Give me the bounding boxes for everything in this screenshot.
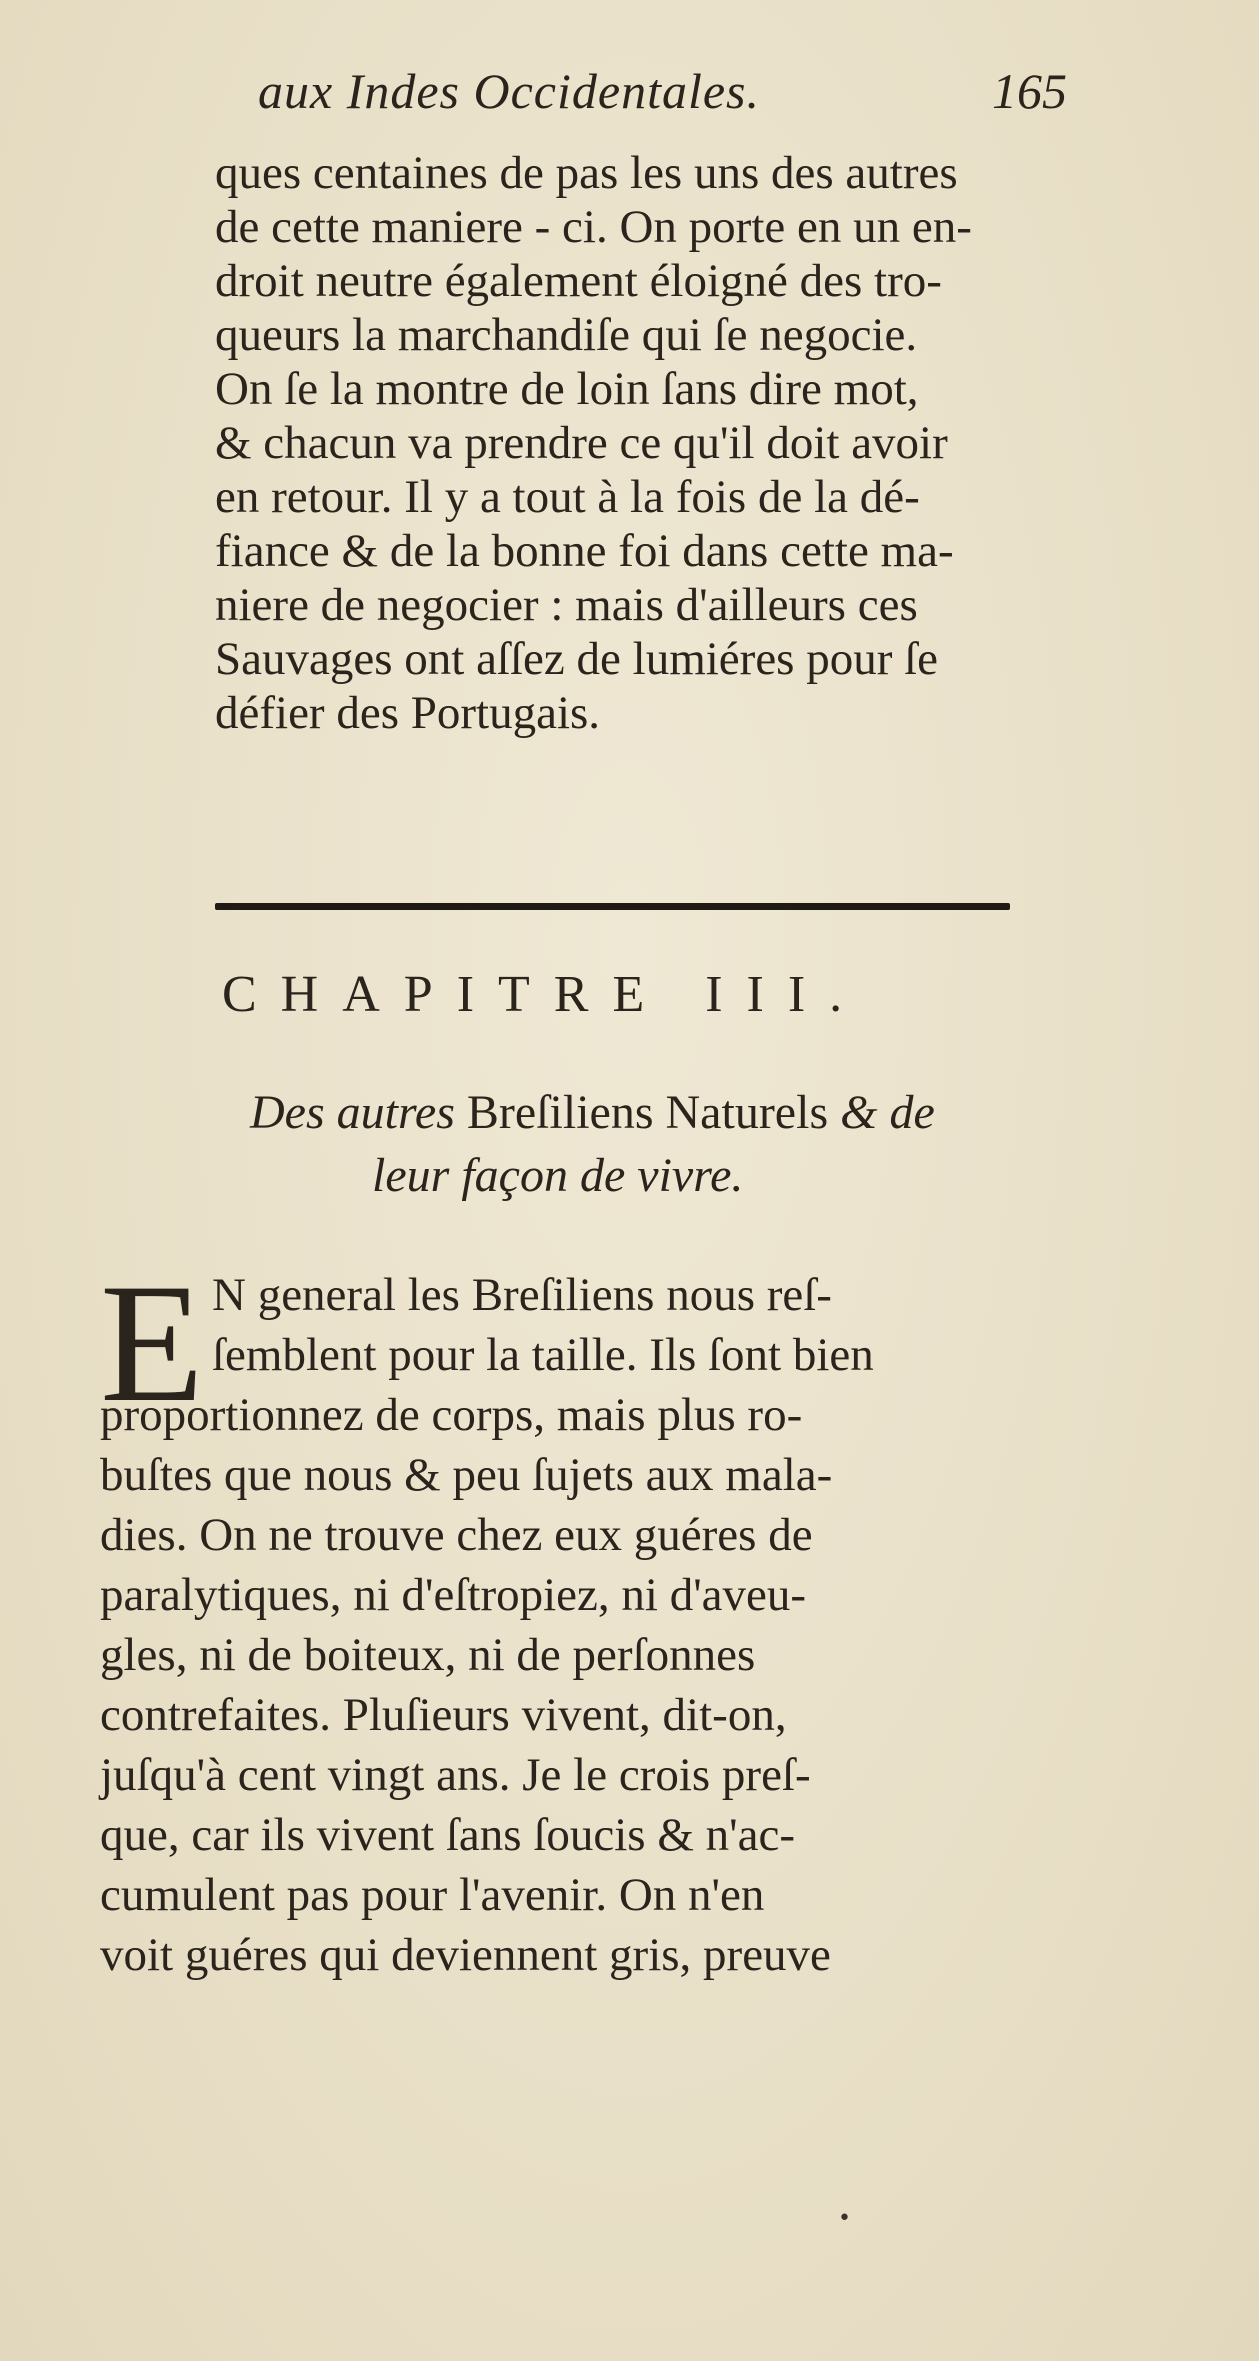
subtitle-roman: Breſiliens Naturels (466, 1086, 829, 1139)
body-line: niere de negocier : mais d'ailleurs ces (215, 579, 918, 631)
body-line: voit guéres qui deviennent gris, preuve (100, 1929, 831, 1981)
body-line: ques centaines de pas les uns des autres (215, 147, 958, 199)
body-line: dies. On ne trouve chez eux guéres de (100, 1509, 813, 1561)
body-line: que, car ils vivent ſans ſoucis & n'ac- (100, 1809, 795, 1861)
body-line: fiance & de la bonne foi dans cette ma- (215, 525, 954, 577)
body-line: gles, ni de boiteux, ni de perſonnes (100, 1629, 756, 1681)
body-line: paralytiques, ni d'eſtropiez, ni d'aveu- (100, 1569, 807, 1621)
subtitle-ampersand: & (840, 1086, 878, 1139)
chapter-heading: CHAPITRE III. (222, 966, 867, 1023)
body-line: droit neutre également éloigné des tro- (215, 255, 942, 307)
body-line: juſqu'à cent vingt ans. Je le crois preſ- (100, 1749, 811, 1801)
body-line: On ſe la montre de loin ſans dire mot, (215, 363, 919, 415)
body-line: cumulent pas pour l'avenir. On n'en (100, 1869, 765, 1921)
body-line: Sauvages ont aſſez de lumiéres pour ſe (215, 633, 939, 685)
body-line: défier des Portugais. (215, 687, 601, 739)
subtitle-line-2-text: leur façon de vivre. (372, 1149, 744, 1202)
body-line: buſtes que nous & peu ſujets aux mala- (100, 1449, 833, 1501)
section-divider-rule (215, 903, 1010, 910)
subtitle-italic-lead: Des autres (250, 1086, 455, 1139)
footer-ornament: • (838, 2206, 851, 2231)
body-line: contrefaites. Pluſieurs vivent, dit-on, (100, 1689, 787, 1741)
body-line: de cette maniere - ci. On porte en un en- (215, 201, 972, 253)
body-line: proportionnez de corps, mais plus ro- (100, 1389, 803, 1441)
body-line: en retour. Il y a tout à la fois de la dé- (215, 471, 920, 523)
chapter-subtitle-line-1 (250, 1085, 935, 1140)
drop-cap: E (100, 1249, 204, 1437)
body-line: ſemblent pour la taille. Ils ſont bien (212, 1329, 874, 1381)
body-line: N general les Breſiliens nous reſ- (212, 1269, 832, 1321)
body-line: & chacun va prendre ce qu'il doit avoir (215, 417, 948, 469)
body-line: queurs la marchandiſe qui ſe negocie. (215, 309, 918, 361)
running-title: aux Indes Occidentales. (258, 63, 761, 119)
chapter-subtitle-line-2 (372, 1148, 743, 1203)
subtitle-tail: de (889, 1086, 935, 1139)
page-number: 165 (992, 63, 1067, 119)
